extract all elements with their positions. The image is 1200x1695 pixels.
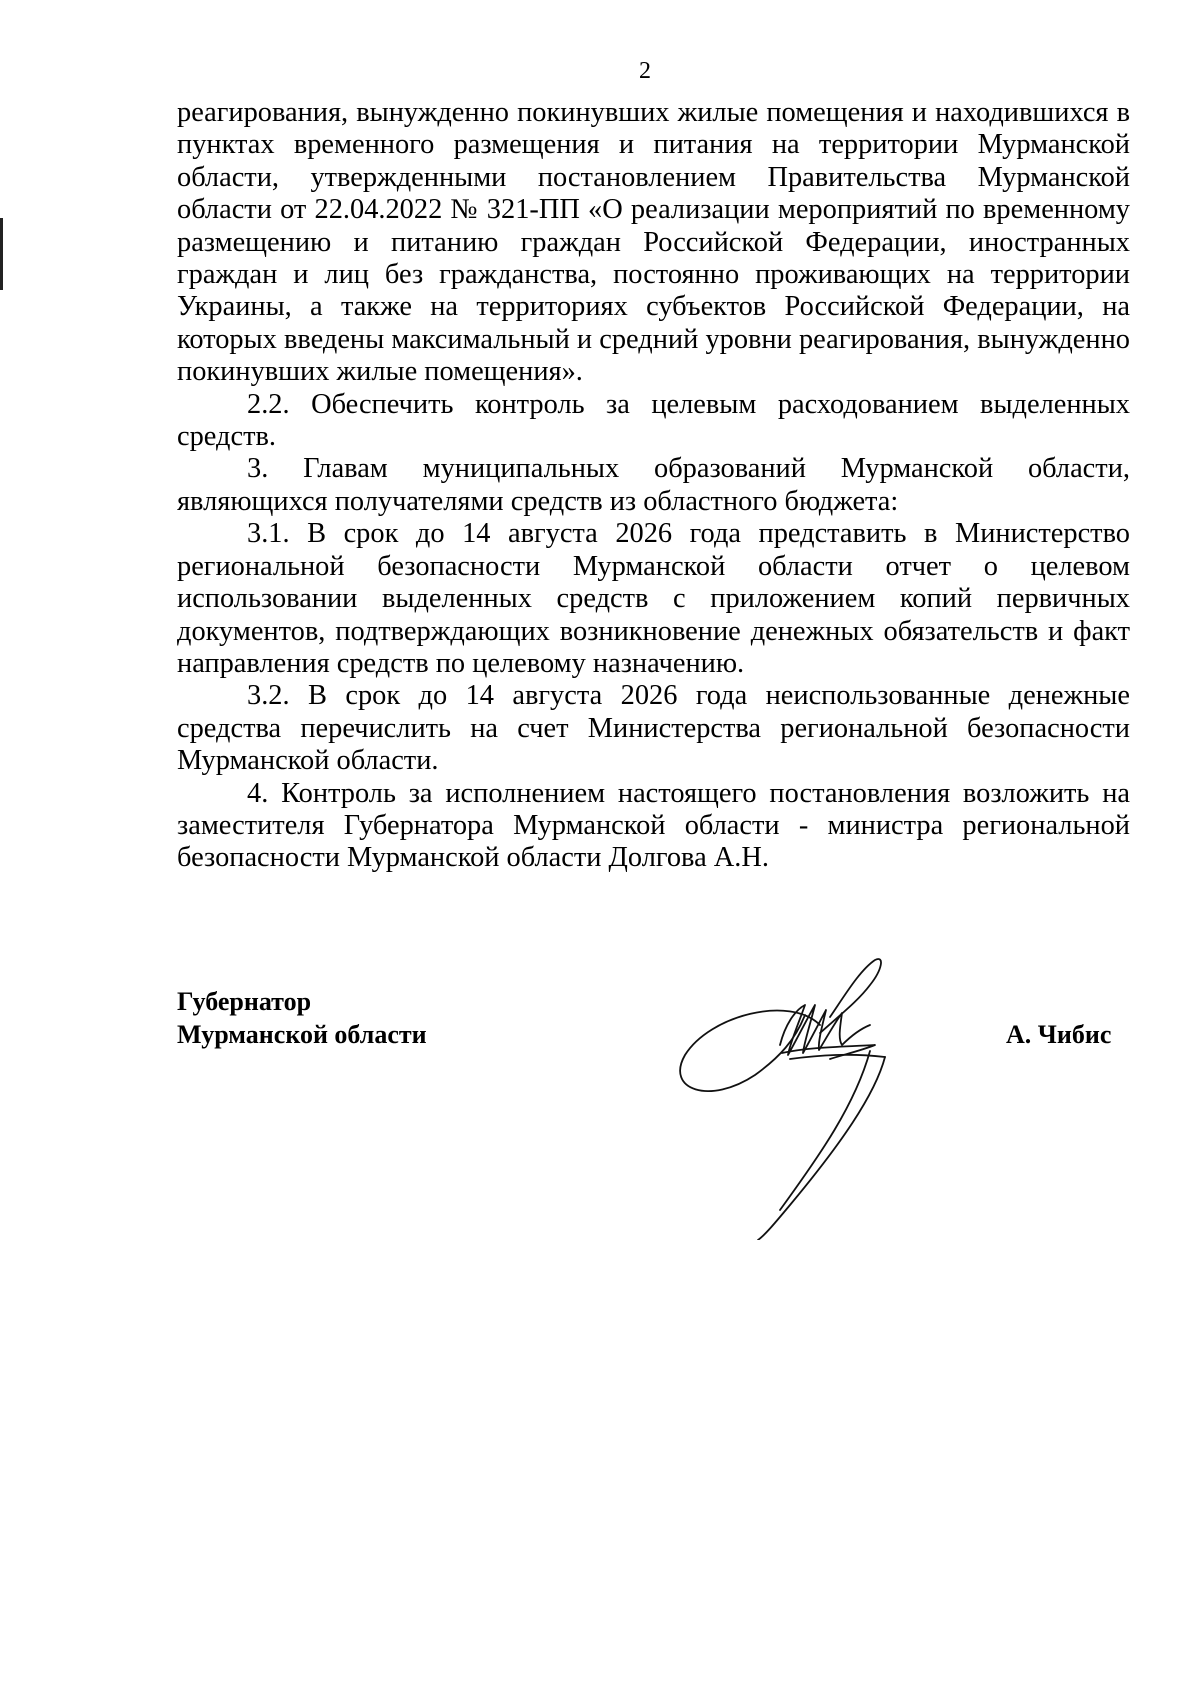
signatory-position (177, 985, 427, 1051)
paragraph-3-2: 3.2. В срок до 14 августа 2026 года неиспользованные денежные средства перечислить на счет Министерства региональной безопасности Мурманской области. (177, 680, 1130, 777)
paragraph-4: 4. Контроль за исполнением настоящего постановления возложить на заместителя Губернатора Мурманской области - министра региональной безопасности Мурманской области Долгова А.Н. (177, 777, 1130, 874)
signatory-position-line2: Мурманской области (177, 1020, 427, 1049)
handwritten-signature (670, 955, 940, 1240)
paragraph-3: 3. Главам муниципальных образований Мурманской области, являющихся получателями средств из областного бюджета: (177, 453, 1130, 517)
signatory-name: А. Чибис (1006, 1020, 1112, 1049)
signatory-position-line1: Губернатор (177, 987, 312, 1016)
paragraph-2-2: 2.2. Обеспечить контроль за целевым расходованием выделенных средств. (177, 388, 1130, 453)
scan-edge-mark (0, 218, 3, 290)
paragraph-continuation: реагирования, вынужденно покинувших жилые помещения и находившихся в пунктах временного размещения и питания на территории Мурманской области, утвержденными постановлением Правительства Мурманской области от 22.04.2022 № 321-ПП «О реализации мероприятий по временному размещению и питанию граждан Российской Федерации, иностранных граждан и лиц без гражданства, постоянно проживающих на территории Украины, а также на территориях субъектов Российской Федерации, на которых введены максимальный и средний уровни реагирования, вынужденно покинувших жилые помещения». (177, 97, 1130, 388)
document-body (177, 97, 1130, 875)
page-number: 2 (639, 58, 651, 84)
paragraph-3-1: 3.1. В срок до 14 августа 2026 года представить в Министерство региональной безопасности Мурманской области отчет о целевом использовании выделенных средств с приложением копий первичных документов, подтверждающих возникновение денежных обязательств и факт направления средств по целевому назначению. (177, 518, 1130, 679)
